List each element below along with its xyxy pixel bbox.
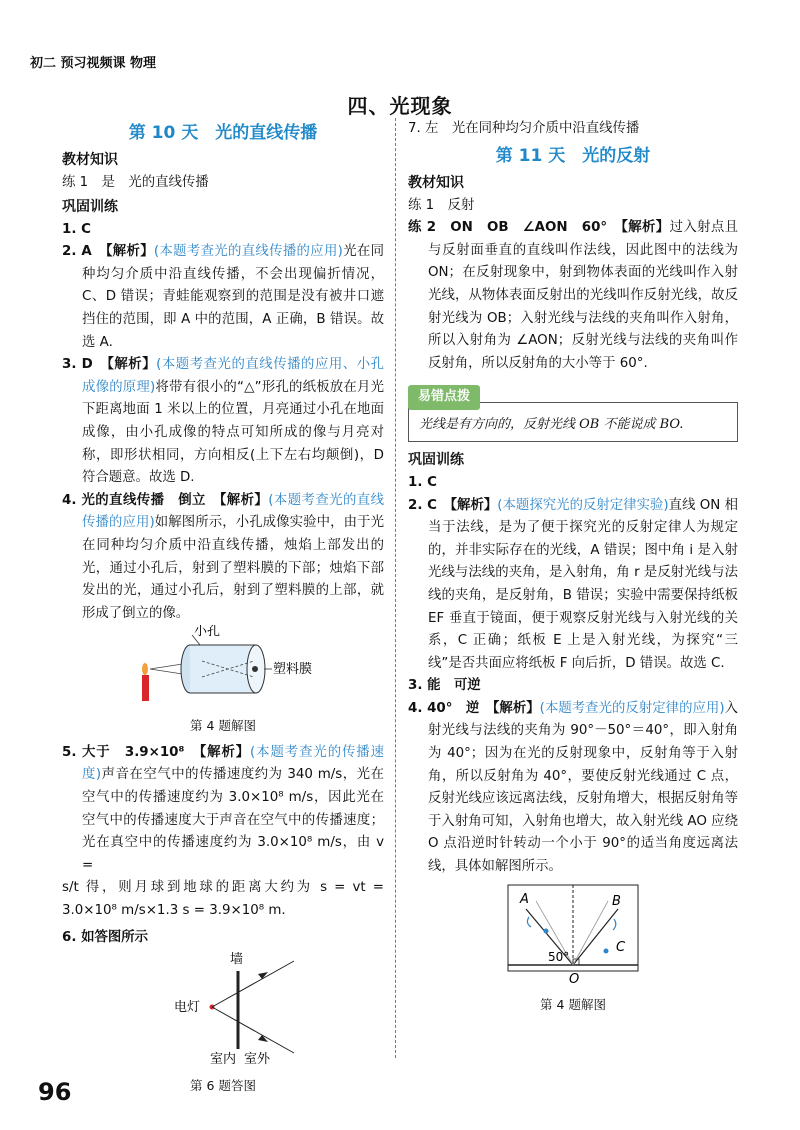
tip-box (408, 385, 738, 442)
day-11-title: 第 11 天 光的反射 (495, 145, 651, 166)
answer-r4-note: (本题考查光的反射定律的应用) (539, 700, 725, 716)
label-o: O (569, 971, 580, 987)
answer-6: 6. 如答图所示 (62, 929, 149, 945)
answer-r2 (408, 495, 738, 676)
label-pinhole: 小孔 (194, 625, 221, 640)
answer-4-body: 如解图所示，小孔成像实验中，由于光在同种均匀介质中沿直线传播，烛焰上部发出的光，通过小孔后，射到了塑料膜的下部；烛焰下部发出的光，通过小孔后，射到了塑料膜的上部，就形成了倒立的像。 (82, 515, 384, 621)
label-lamp: 电灯 (174, 1000, 201, 1016)
answer-r2-head: 2. C 【解析】 (408, 497, 498, 513)
answer-2-note: (本题考查光的直线传播的应用) (153, 244, 343, 260)
section-textbook-2: 教材知识 (408, 174, 464, 191)
answer-r4-body: 入射光线与法线的夹角为 90°－50°＝40°，即入射角为 40°；因为在光的反射现象中，反射角等于入射角，所以反射角为 40°，要使反射光线通过 C 点，反射光线应该远离法线，反射角增大，根据反射角等于入射角可知，入射角也增大，故入射光线 AO 应绕 O 点沿逆时针转动一个小于 90°的适当角度远离法线，具体如解图所示。 (428, 700, 738, 875)
section-textbook: 教材知识 (62, 152, 118, 168)
tip-title: 易错点拨 (408, 385, 480, 410)
answer-1: 1. C (62, 221, 91, 237)
exercise-1: 练 1 是 光的直线传播 (62, 175, 209, 190)
fig4-caption: 第 4 题解图 (190, 717, 256, 733)
label-outdoor: 室外 (244, 1052, 271, 1068)
day-10-title: 第 10 天 光的直线传播 (128, 123, 318, 143)
page-header: 初二 预习视频课 物理 (30, 56, 157, 71)
tip-body: 光线是有方向的，反射光线 OB 不能说成 BO. (408, 402, 738, 442)
label-c: C (616, 939, 626, 955)
answer-3 (62, 354, 384, 490)
answer-r4 (408, 698, 738, 879)
label-a: A (520, 891, 529, 907)
answer-r1: 1. C (408, 474, 437, 490)
answer-7: 7. 左 光在同种均匀介质中沿直线传播 (408, 121, 640, 136)
answer-5-head: 5. 大于 3.9×10⁸ 【解析】 (62, 744, 251, 760)
reflection-figure (408, 879, 738, 987)
answer-3-note: (本题考查光的直线传播的应用、小孔成像的原理) (82, 357, 385, 395)
pinhole-figure (62, 625, 384, 707)
answer-r2-body: 直线 ON 相当于法线，是为了便于探究光的反射定律人为规定的，并非实际存在的光线，A 错误；图中角 i 是入射光线与法线的夹角，是入射角，角 r 是反射光线与法线的夹角，是反射角，B 错误；实验中需要保持纸板 EF 垂直于镜面，便于观察反射光线与入射光线的关系，C 正确；纸板 E 上是入射光线，为探究“三线”是否共面应将纸板 F 向后折，D 错误。故选 C. (428, 497, 738, 671)
answer-2 (62, 241, 384, 354)
label-film: 塑料膜 (273, 662, 313, 678)
section-practice: 巩固训练 (62, 198, 118, 215)
page-number: 96 (38, 1078, 72, 1106)
label-indoor: 室内 (210, 1052, 237, 1068)
answer-4 (62, 490, 384, 626)
answer-r2-note: (本题探究光的反射定律实验) (497, 497, 669, 513)
exercise-1-r: 练 1 反射 (408, 197, 475, 213)
label-angle: 50° (548, 949, 570, 964)
fig6-caption: 第 6 题答图 (190, 1077, 256, 1093)
answer-5-cont: s/t 得，则月球到地球的距离大约为 s = vt = 3.0×10⁸ m/s×1.3 s = 3.9×10⁸ m. (62, 880, 384, 919)
answer-r4-head: 4. 40° 逆 【解析】 (408, 700, 540, 716)
lamp-figure (62, 949, 384, 1067)
column-divider (395, 118, 396, 1058)
answer-3-body: 将带有很小的“△”形孔的纸板放在月光下距离地面 1 米以上的位置，月亮通过小孔在地面成像，由小孔成像的特点可知所成的像与月亮对称，即形状相同，方向相反(上下左右均颠倒)，D 符合题意。故选 D. (82, 379, 384, 486)
candle-icon (142, 663, 149, 701)
answer-5-note: (本题考查光的传播速度) (82, 744, 384, 783)
right-column (408, 118, 738, 1015)
answer-2-head: 2. A 【解析】 (62, 244, 154, 260)
answer-3-head: 3. D 【解析】 (62, 357, 157, 373)
flame-image-icon (252, 666, 258, 672)
exercise-2 (408, 217, 738, 375)
point-c (604, 948, 609, 953)
cylinder-icon (181, 645, 265, 693)
chapter-title: 四、光现象 (347, 94, 453, 118)
fig-r4-caption: 第 4 题解图 (540, 997, 606, 1013)
answer-5-body-1: 声音在空气中的传播速度约为 340 m/s，光在空气中的传播速度约为 3.0×10⁸ m/s，因此光在空气中的传播速度大于声音在空气中的传播速度；光在真空中的传播速度约为 3.0×10⁸ m/s，由 v = (82, 767, 384, 873)
section-practice-2: 巩固训练 (408, 451, 464, 468)
answer-2-body: 光在同种均匀介质中沿直线传播，不会出现偏折情况，C、D 错误；青蛙能观察到的范围是没有被井口遮挡住的范围，即 A 中的范围，A 正确，B 错误。故选 A. (82, 244, 384, 350)
label-b: B (612, 893, 621, 909)
answer-r3: 3. 能 可逆 (408, 678, 481, 694)
label-wall: 墙 (230, 952, 244, 968)
exercise-2-body: 过入射点且与反射面垂直的直线叫作法线，因此图中的法线为 ON；在反射现象中，射到物体表面的光线叫作入射光线，从物体表面反射出的光线叫作反射光线，故反射光线为 OB；入射光线与法线的夹角叫作入射角，所以入射角为 ∠AON；反射光线与法线的夹角叫作反射角，所以反射角的大小等于 60°. (428, 220, 739, 371)
exercise-2-head: 练 2 ON OB ∠AON 60° 【解析】 (408, 220, 670, 236)
answer-5 (62, 742, 384, 878)
answer-4-note: (本题考查光的直线传播的应用) (82, 492, 384, 531)
left-column (62, 118, 384, 1096)
answer-4-head: 4. 光的直线传播 倒立 【解析】 (62, 492, 269, 508)
